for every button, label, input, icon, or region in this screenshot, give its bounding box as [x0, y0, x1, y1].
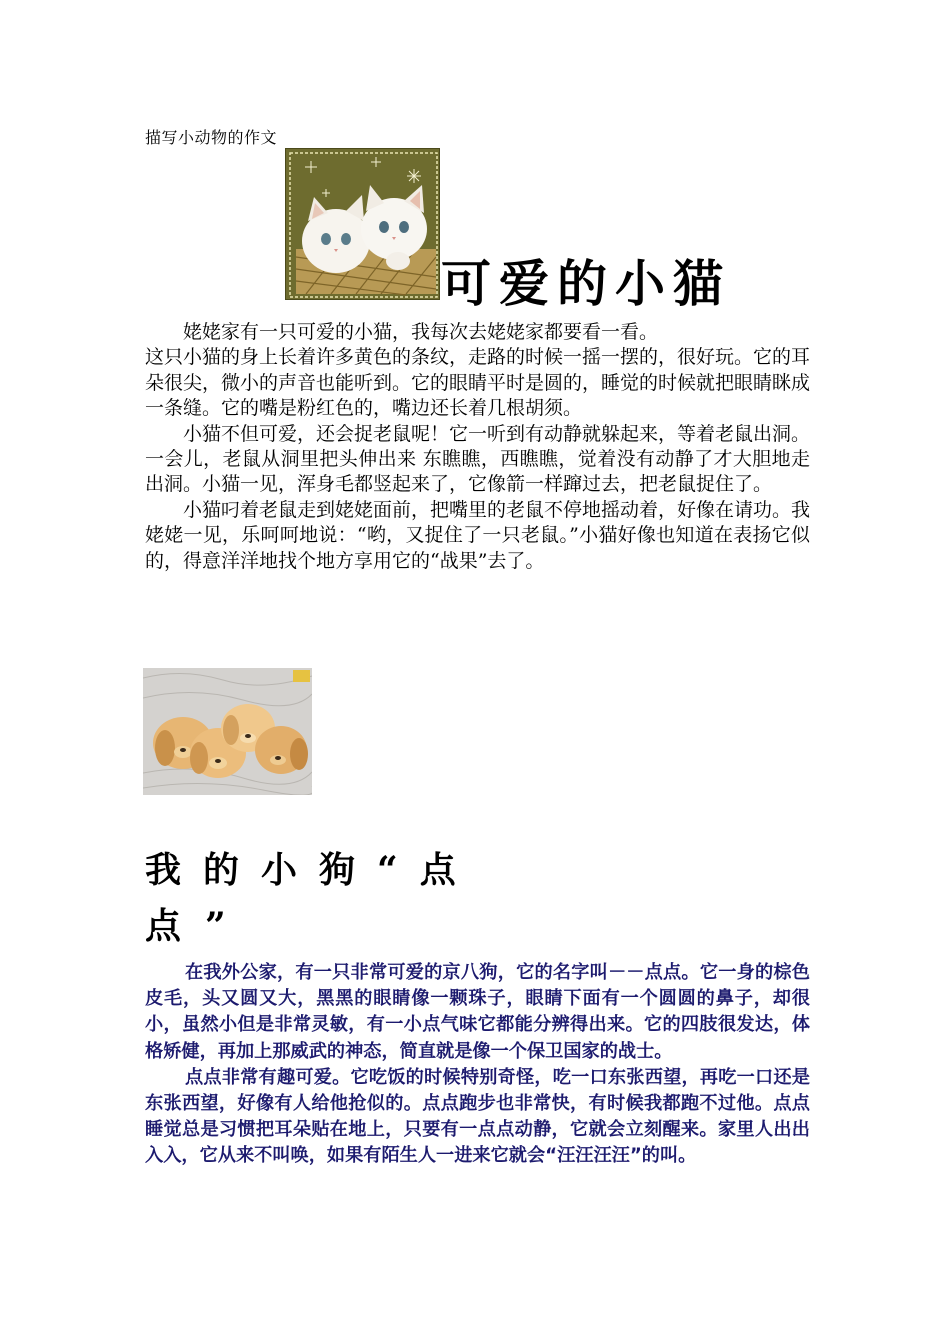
- cat-article-title: 可爱的小猫: [441, 255, 731, 313]
- puppies-image: [143, 668, 312, 795]
- dog-title-line-2: 点”: [145, 905, 250, 947]
- dog-paragraph-1: 在我外公家，有一只非常可爱的京八狗，它的名字叫－－点点。它一身的棕色皮毛，头又圆又大，黑黑的眼睛像一颗珠子，眼睛下面有一个圆圆的鼻子，却很小，虽然小但是非常灵敏，有一小点气味它都能分辨得出来。它的四肢很发达，体格矫健，再加上那威武的神态，简直就是像一个保卫国家的战士。: [145, 962, 810, 1062]
- document-label: 描写小动物的作文: [145, 128, 278, 147]
- kittens-image: [285, 148, 440, 300]
- dog-title-line-1: 我的小狗“点: [145, 849, 478, 891]
- dog-paragraph-2: 点点非常有趣可爱。它吃饭的时候特别奇怪，吃一口东张西望，再吃一口还是东张西望，好像有人给他抢似的。点点跑步也非常快，有时候我都跑不过他。点点睡觉总是习惯把耳朵贴在地上，只要有一点点动静，它就会立刻醒来。家里人出出入入，它从来不叫唤，如果有陌生人一进来它就会“汪汪汪汪”的叫。: [145, 1066, 810, 1167]
- cat-paragraph-2: 这只小猫的身上长着许多黄色的条纹，走路的时候一摇一摆的，很好玩。它的耳朵很尖，微小的声音也能听到。它的眼睛平时是圆的，睡觉的时候就把眼睛眯成一条缝。它的嘴是粉红色的，嘴边还长着几根胡须。: [145, 346, 811, 420]
- dog-article-title: [145, 842, 810, 954]
- cat-paragraph-4: 小猫叼着老鼠走到姥姥面前，把嘴里的老鼠不停地摇动着，好像在请功。我姥姥一见，乐呵呵地说：“哟，又捉住了一只老鼠。”小猫好像也知道在表扬它似的，得意洋洋地找个地方享用它的“战果”去了。: [145, 498, 811, 572]
- cat-paragraph-3: 小猫不但可爱，还会捉老鼠呢！它一听到有动静就躲起来，等着老鼠出洞。一会儿，老鼠从洞里把头伸出来 东瞧瞧，西瞧瞧，觉着没有动静了才大胆地走出洞。小猫一见，浑身毛都竖起来了，它像箭一样蹿过去，把老鼠捉住了。: [145, 422, 811, 496]
- cat-paragraph-1: 姥姥家有一只可爱的小猫，我每次去姥姥家都要看一看。: [183, 321, 659, 343]
- cat-article-body: [145, 320, 810, 574]
- dog-article-body: [145, 960, 810, 1170]
